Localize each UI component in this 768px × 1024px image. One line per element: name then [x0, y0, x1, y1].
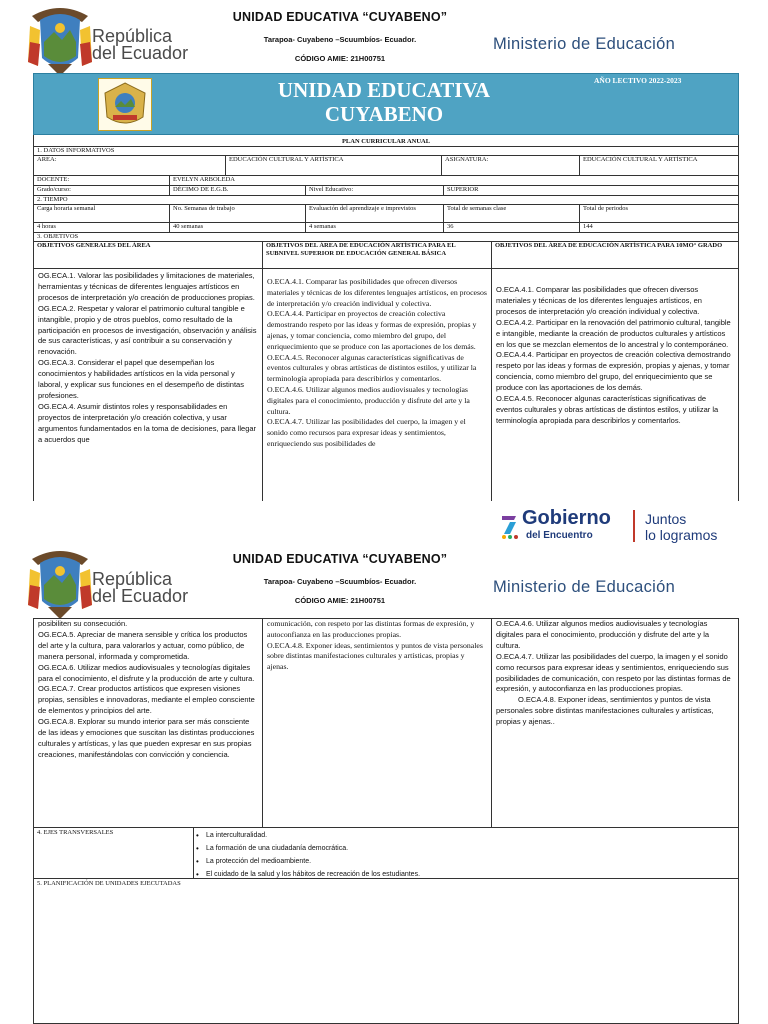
school-header	[190, 552, 490, 605]
school-location: Tarapoa- Cuyabeno –Scuumbíos- Ecuador.	[263, 35, 417, 44]
objective-item: OG.ECA.4. Asumir distintos roles y responsabilidades en proyectos de interpretación y/o creación colectiva, y usar argumentos fundamentados en la toma de decisiones, para llegar a acuerdos que	[38, 401, 257, 444]
tiempo-value: 4 horas	[34, 223, 170, 232]
objective-item: O.ECA.4.8. Exponer ideas, sentimientos y puntos de vista personales sobre distintas manifestaciones culturales y artísticas, propias y ajenas..	[496, 695, 714, 727]
objective-item: O.ECA.4.6. Utilizar algunos medios audiovisuales y tecnologías digitales para el conocimiento, producción y disfrute del arte y la cultura.	[267, 384, 470, 416]
school-emblem-icon	[98, 78, 152, 131]
republica-del-ecuador-logo-text: República del Ecuador	[92, 569, 189, 606]
objetivos-col2	[263, 269, 492, 501]
amie-code: CÓDIGO AMIE: 21H00751	[294, 596, 386, 605]
tiempo-value: 40 semanas	[170, 223, 306, 232]
ecuador-coat-of-arms-icon	[26, 545, 94, 621]
docente-label: DOCENTE:	[34, 176, 170, 185]
objetivos-col2-header: OBJETIVOS DEL ÁREA DE EDUCACIÓN ARTÍSTICA PARA EL SUBNIVEL SUPERIOR DE EDUCACIÓN GENERAL BÁSICA	[263, 242, 492, 268]
list-item: • La formación de una ciudadanía democrática.	[194, 842, 738, 855]
tiempo-value: 144	[583, 223, 593, 230]
objective-item: O.ECA.4.8. Exponer ideas, sentimientos y puntos de vista personales sobre distintas manifestaciones culturales y artísticas, propias y ajenas.	[267, 640, 483, 672]
objective-item: OG.ECA.8. Explorar su mundo interior para ser más consciente de las ideas y emociones que suscitan las distintas producciones culturales y artísticas, y las que pueden expresar en sus propias creaciones, manifestándolas con convicción y conciencia.	[38, 717, 255, 759]
objective-item: O.ECA.4.7. Utilizar las posibilidades del cuerpo, la imagen y el sonido como recursos para expresar ideas y sentimientos, enriqueciendo sus posibilidades de comunicación, con respeto por las distintas formas de expresión, y autoconfianza en las producciones propias.	[496, 651, 731, 694]
area-value: EDUCACIÓN CULTURAL Y ARTÍSTICA	[226, 156, 442, 175]
objective-item: O.ECA.4.5. Reconocer algunas características significativas de eventos culturales y obras artísticas de distintos estilos, y utilizar la terminología apropiada para describirlos y comentarlos.	[496, 394, 719, 425]
objective-item: posibiliten su consecución.	[38, 619, 128, 628]
school-year: AÑO LECTIVO 2022-2023	[594, 76, 682, 85]
plan-title: PLAN CURRICULAR ANUAL	[341, 138, 431, 145]
objetivos-col3	[492, 269, 738, 501]
tiempo-header: Total de periodos	[583, 205, 629, 212]
list-item: • El cuidado de la salud y los hábitos de recreación de los estudiantes.	[194, 868, 738, 881]
ejes-list-cell	[194, 828, 738, 878]
plan-table-page-2	[33, 618, 739, 1024]
objective-item: comunicación, con respeto por las distintas formas de expresión, y autoconfianza en las producciones propias.	[267, 619, 475, 639]
objective-item: O.ECA.4.1. Comparar las posibilidades que ofrecen diversos materiales y técnicas de los diferentes lenguajes artísticos, en procesos de interpretación y/o creación individual y colectiva.	[496, 285, 702, 316]
objetivos-col3-header: OBJETIVOS DEL ÁREA DE EDUCACIÓN ARTÍSTICA PARA 10MO° GRADO	[495, 242, 723, 249]
asignatura-label: ASIGNATURA:	[442, 156, 580, 175]
objetivos-col3-cont	[492, 619, 738, 827]
document-page-2	[0, 545, 768, 1024]
ejes-list	[194, 829, 738, 881]
ecuador-coat-of-arms-icon	[26, 2, 94, 78]
tiempo-header: Total de semanas clase	[444, 205, 580, 222]
title-banner	[33, 73, 739, 135]
objective-item: OG.ECA.5. Apreciar de manera sensible y crítica los productos del arte y la cultura, para valorarlos y actuar, como público, de manera personal, informada y comprometida.	[38, 629, 248, 661]
grado-value: DÉCIMO DE E.G.B.	[170, 186, 306, 195]
section-objetivos: 3. OBJETIVOS	[37, 233, 79, 240]
school-name: UNIDAD EDUCATIVA “CUYABENO”	[232, 10, 448, 24]
objective-item: O.ECA.4.5. Reconocer algunas características significativas de eventos culturales y obras artísticas de distintos estilos, y utilizar la terminología apropiada para describirlos y comentarlos.	[267, 352, 477, 384]
republica-del-ecuador-logo-text: República del Ecuador	[92, 26, 189, 63]
objective-item: OG.ECA.7. Crear productos artísticos que expresen visiones propias, sensibles e innovadoras, mediante el empleo consciente de elementos y principios del arte.	[38, 684, 255, 716]
ministerio-logo-text: Ministerio de Educación	[493, 578, 676, 596]
tiempo-header: Evaluación del aprendizaje e imprevistos	[306, 205, 444, 222]
gobierno-mark-icon	[500, 510, 520, 540]
objetivos-col2-cont	[263, 619, 492, 827]
grado-label: Grado/curso:	[34, 186, 170, 195]
objective-item: OG.ECA.1. Valorar las posibilidades y limitaciones de materiales, herramientas y técnicas de diferentes lenguajes artísticos en procesos de interpretación y/o creación de producciones propias.	[38, 271, 255, 302]
objective-item: O.ECA.4.7. Utilizar las posibilidades del cuerpo, la imagen y el sonido como recursos para expresar ideas y sentimientos, enriqueciendo sus posibilidades de	[267, 417, 466, 448]
objective-item: OG.ECA.3. Considerar el papel que desempeñan los conocimientos y habilidades artísticos en la vida personal y laboral, y explicar sus funciones en el desempeño de distintas profesiones.	[38, 358, 244, 400]
amie-code: CÓDIGO AMIE: 21H00751	[294, 54, 386, 63]
ministerio-logo-text: Ministerio de Educación	[493, 35, 676, 53]
logo-divider	[633, 510, 635, 542]
section-planificacion: 5. PLANIFICACIÓN DE UNIDADES EJECUTADAS	[37, 880, 181, 887]
area-label: AREA:	[34, 156, 226, 175]
objective-item: O.ECA.4.1. Comparar las posibilidades que ofrecen diversos materiales y técnicas de los diferentes lenguajes artísticos, en procesos de interpretación y/o creación individual y colectiva.	[267, 277, 487, 308]
tiempo-header: Carga horaria semanal	[34, 205, 170, 222]
banner-title: UNIDAD EDUCATIVA CUYABENO	[277, 78, 491, 126]
school-name: UNIDAD EDUCATIVA “CUYABENO”	[232, 552, 448, 566]
objective-item: O.ECA.4.4. Participar en proyectos de creación colectiva demostrando respeto por las ideas y formas de expresión, propias y ajenas, y tomar conciencia, como miembro del grupo, del enriquecimiento que se produce con las aportaciones de los demás.	[496, 350, 731, 393]
nivel-value: SUPERIOR	[447, 186, 479, 193]
section-datos: 1. DATOS INFORMATIVOS	[37, 147, 115, 154]
nivel-label: Nivel Educativo:	[306, 186, 444, 195]
section-tiempo: 2. TIEMPO	[37, 196, 68, 203]
section-ejes: 4. EJES TRANSVERSALES	[34, 828, 194, 878]
objective-item: O.ECA.4.6. Utilizar algunos medios audiovisuales y tecnologías digitales para el conocimiento, producción y disfrute del arte y la cultura.	[496, 619, 710, 650]
school-location: Tarapoa- Cuyabeno –Scuumbíos- Ecuador.	[263, 577, 417, 586]
list-item: • La interculturalidad.	[194, 829, 738, 842]
list-item: • La protección del medioambiente.	[194, 855, 738, 868]
docente-value: EVELYN ARBOLEDA	[173, 176, 235, 183]
tiempo-value: 36	[444, 223, 580, 232]
plan-table-page-1	[33, 135, 739, 501]
objective-item: OG.ECA.6. Utilizar medios audiovisuales y tecnologías digitales para el conocimiento, el disfrute y la producción de arte y cultura.	[38, 662, 255, 683]
objetivos-col1-cont	[34, 619, 263, 827]
objetivos-col1	[34, 269, 263, 501]
school-header	[190, 10, 490, 63]
objective-item: O.ECA.4.4. Participar en proyectos de creación colectiva demostrando respeto por las ideas y formas de expresión, propias y ajenas, y tomar conciencia, como miembro del grupo, del enriquecimiento que se produce con las aportaciones de los demás.	[267, 309, 477, 351]
tiempo-value: 4 semanas	[306, 223, 444, 232]
asignatura-value: EDUCACIÓN CULTURAL Y ARTÍSTICA	[583, 156, 698, 163]
objective-item: O.ECA.4.2. Participar en la renovación del patrimonio cultural, tangible e intangible, mediante la creación de productos culturales y artísticos en los que se mezclan elementos de lo ancestral y lo contemporáneo.	[496, 317, 731, 349]
gobierno-del-encuentro-logo: Gobierno del Encuentro Juntos lo logramos	[500, 507, 740, 547]
objective-item: OG.ECA.2. Respetar y valorar el patrimonio cultural tangible e intangible, propio y de otros pueblos, como resultado de la participación en procesos de investigación, observación y análisis de sus características, y así contribuir a su conservación y renovación.	[38, 303, 257, 357]
tiempo-header: No. Semanas de trabajo	[170, 205, 306, 222]
objetivos-col1-header: OBJETIVOS GENERALES DEL ÁREA	[34, 242, 263, 268]
